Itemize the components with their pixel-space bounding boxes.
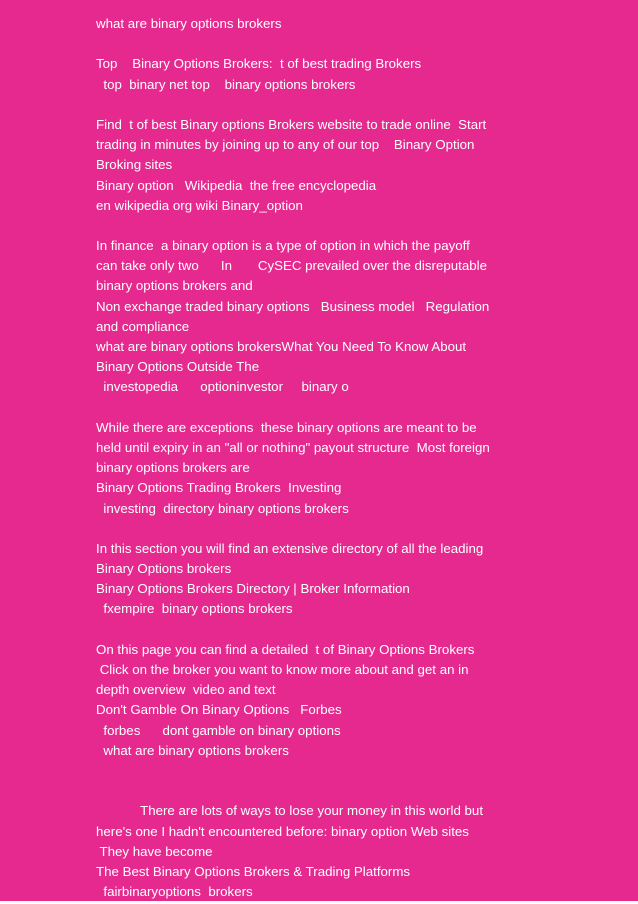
blank-line <box>96 519 536 539</box>
blank-line <box>96 34 536 54</box>
blank-line <box>96 398 536 418</box>
text-line: top binary net top binary options brokers <box>96 76 356 92</box>
blank-line <box>96 620 536 640</box>
text-line: Don't Gamble On Binary Options Forbes <box>96 702 342 718</box>
blank-line <box>96 95 536 115</box>
blank-line <box>96 781 536 801</box>
text-line: There are lots of ways to lose your money in this world but <box>96 803 484 819</box>
text-line: Top Binary Options Brokers: t of best trading Brokers <box>96 56 422 72</box>
text-line: While there are exceptions these binary options are meant to be <box>96 419 477 435</box>
text-line: Non exchange traded binary options Business model Regulation <box>96 298 490 314</box>
text-line: here's one I hadn't encountered before: binary option Web sites <box>96 823 469 839</box>
text-line: en wikipedia org wiki Binary_option <box>96 197 303 213</box>
text-line: Click on the broker you want to know more about and get an in <box>96 662 469 677</box>
text-line: what are binary options brokers <box>96 742 289 758</box>
text-line: investopedia optioninvestor binary o <box>96 379 349 395</box>
document-text <box>96 14 536 902</box>
text-line: and compliance <box>96 318 190 334</box>
text-line: Broking sites <box>96 157 173 173</box>
text-line: binary options brokers and <box>96 278 253 294</box>
text-line: Binary Options Outside The <box>96 359 260 375</box>
text-line: fairbinaryoptions brokers <box>96 884 253 900</box>
text-line: In finance a binary option is a type of option in which the payoff <box>96 238 470 254</box>
text-line: On this page you can find a detailed t of Binary Options Brokers <box>96 641 475 657</box>
text-line: investing directory binary options brokers <box>96 500 349 516</box>
text-line: binary options brokers are <box>96 460 250 476</box>
text-line: fxempire binary options brokers <box>96 601 293 617</box>
blank-line <box>96 761 536 781</box>
text-line: Binary Options Brokers Directory | Broker Information <box>96 581 410 597</box>
text-line: held until expiry in an "all or nothing" payout structure Most foreign <box>96 439 490 455</box>
text-line: forbes dont gamble on binary options <box>96 722 341 738</box>
text-line: Binary option Wikipedia the free encyclopedia <box>96 177 377 193</box>
text-line: trading in minutes by joining up to any of our top Binary Option <box>96 137 475 153</box>
text-line: In this section you will find an extensive directory of all the leading <box>96 540 484 556</box>
text-line: Find t of best Binary options Brokers website to trade online Start <box>96 116 487 132</box>
text-line: Binary Options brokers <box>96 561 232 577</box>
text-line: depth overview video and text <box>96 682 276 698</box>
text-line: what are binary options brokers <box>96 16 282 31</box>
text-line: They have become <box>96 843 213 859</box>
text-line: Binary Options Trading Brokers Investing <box>96 480 342 496</box>
text-line: The Best Binary Options Brokers & Trading Platforms <box>96 863 411 879</box>
blank-line <box>96 216 536 236</box>
text-line: what are binary options brokersWhat You Need To Know About <box>96 339 467 354</box>
text-line: can take only two In CySEC prevailed over the disreputable <box>96 258 487 274</box>
